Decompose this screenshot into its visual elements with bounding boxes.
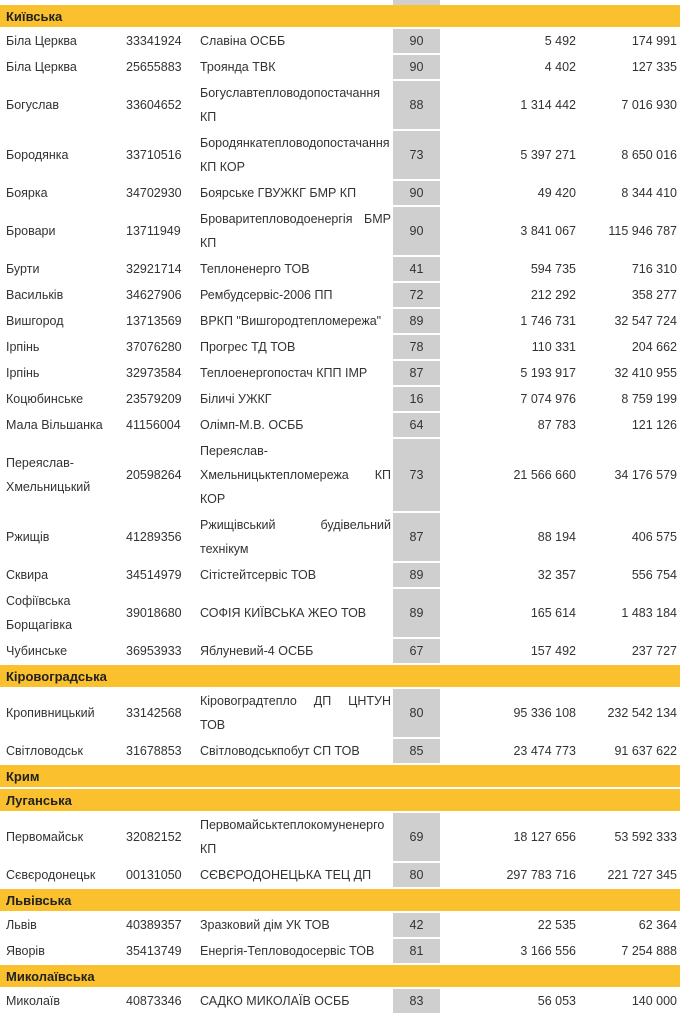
heating-companies-table <box>0 5 680 1015</box>
percent-cell: 73 <box>393 439 440 511</box>
code-cell: 41156004 <box>126 418 181 432</box>
org-name: Переяслав-Хмельницьктепломережа КП КОР <box>200 444 391 506</box>
table-row <box>0 813 680 863</box>
table-row <box>0 283 680 309</box>
org-cell <box>200 513 391 561</box>
table-row <box>0 55 680 81</box>
value1-cell: 95 336 108 <box>513 706 576 720</box>
city-cell: Чубинське <box>6 644 68 658</box>
org-cell <box>200 131 391 179</box>
code-cell: 41289356 <box>126 530 182 544</box>
percent-cell: 41 <box>393 257 440 281</box>
org-cell <box>200 387 391 411</box>
value2-cell: 115 946 787 <box>608 224 677 238</box>
value1-cell: 18 127 656 <box>513 830 576 844</box>
city-cell: Богуслав <box>6 98 59 112</box>
value1-cell: 21 566 660 <box>513 468 576 482</box>
city-cell: Боярка <box>6 186 48 200</box>
table-row <box>0 309 680 335</box>
value1-cell: 165 614 <box>530 606 576 620</box>
city-cell: Переяслав-Хмельницький <box>6 456 91 494</box>
code-cell: 39018680 <box>126 606 182 620</box>
city-cell: Ірпінь <box>6 340 40 354</box>
percent-cell: 67 <box>393 639 440 663</box>
value2-cell: 7 016 930 <box>621 98 677 112</box>
value1-cell: 594 735 <box>530 262 576 276</box>
city-cell: Кропивницький <box>6 706 95 720</box>
org-name: САДКО МИКОЛАЇВ ОСББ <box>200 994 350 1008</box>
table-row <box>0 207 680 257</box>
percent-cell: 42 <box>393 913 440 937</box>
value1-cell: 4 402 <box>544 60 576 74</box>
org-cell <box>200 55 391 79</box>
table-row <box>0 387 680 413</box>
region-header: Миколаївська <box>0 965 680 989</box>
value2-cell: 8 650 016 <box>621 148 677 162</box>
table-row <box>0 131 680 181</box>
code-cell: 13713569 <box>126 314 182 328</box>
percent-cell: 90 <box>393 207 440 255</box>
value2-cell: 358 277 <box>631 288 677 302</box>
percent-cell: 80 <box>393 863 440 887</box>
city-cell: Миколаїв <box>6 994 61 1008</box>
table-row <box>0 739 680 765</box>
value1-cell: 110 331 <box>531 340 576 354</box>
org-name: СОФІЯ КИЇВСЬКА ЖЕО ТОВ <box>200 606 367 620</box>
org-cell <box>200 863 391 887</box>
value2-cell: 237 727 <box>631 644 677 658</box>
code-cell: 33604652 <box>126 98 182 112</box>
org-cell <box>200 563 391 587</box>
value1-cell: 56 053 <box>537 994 576 1008</box>
city-cell: Сєвєродонецьк <box>6 868 96 882</box>
org-cell <box>200 335 391 359</box>
org-name: Славіна ОСББ <box>200 34 286 48</box>
city-cell: Мала Вільшанка <box>6 418 103 432</box>
value1-cell: 49 420 <box>537 186 576 200</box>
org-name: Теплоненерго ТОВ <box>200 262 310 276</box>
city-cell: Бровари <box>6 224 56 238</box>
org-cell <box>200 939 391 963</box>
org-name: Яблуневий-4 ОСББ <box>200 644 314 658</box>
value2-cell: 140 000 <box>631 994 677 1008</box>
percent-cell: 90 <box>393 55 440 79</box>
value2-cell: 716 310 <box>631 262 677 276</box>
org-cell <box>200 989 391 1013</box>
value2-cell: 127 335 <box>631 60 677 74</box>
code-cell: 32973584 <box>126 366 182 380</box>
org-name: Броваритепловодоенергія БМР КП <box>200 212 391 250</box>
org-name: Олімп-М.В. ОСББ <box>200 418 304 432</box>
value2-cell: 34 176 579 <box>614 468 677 482</box>
region-header: Львівська <box>0 889 680 913</box>
org-cell <box>200 739 391 763</box>
code-cell: 20598264 <box>126 468 182 482</box>
code-cell: 36953933 <box>126 644 182 658</box>
code-cell: 33142568 <box>126 706 182 720</box>
city-cell: Ірпінь <box>6 366 40 380</box>
org-name: Теплоенергопостач КПП ІМР <box>200 366 368 380</box>
city-cell: Біла Церква <box>6 34 77 48</box>
value2-cell: 204 662 <box>631 340 677 354</box>
org-cell <box>200 257 391 281</box>
table-row <box>0 989 680 1015</box>
org-cell <box>200 913 391 937</box>
value1-cell: 23 474 773 <box>513 744 576 758</box>
value2-cell: 53 592 333 <box>614 830 677 844</box>
value2-cell: 91 637 622 <box>614 744 677 758</box>
org-cell <box>200 283 391 307</box>
value1-cell: 88 194 <box>537 530 576 544</box>
org-name: Кіровоградтепло ДП ЦНТУН ТОВ <box>200 694 391 732</box>
value2-cell: 32 547 724 <box>614 314 677 328</box>
table-row <box>0 639 680 665</box>
org-cell <box>200 81 391 129</box>
org-name: СЄВЄРОДОНЕЦЬКА ТЕЦ ДП <box>200 868 372 882</box>
code-cell: 37076280 <box>126 340 182 354</box>
org-name: Боярське ГВУЖКГ БМР КП <box>200 186 357 200</box>
value1-cell: 157 492 <box>530 644 576 658</box>
org-cell <box>200 589 391 637</box>
percent-cell: 73 <box>393 131 440 179</box>
code-cell: 33341924 <box>126 34 182 48</box>
table-row <box>0 29 680 55</box>
code-cell: 25655883 <box>126 60 182 74</box>
region-header: Кіровоградська <box>0 665 680 689</box>
city-cell: Яворів <box>6 944 45 958</box>
percent-cell: 89 <box>393 309 440 333</box>
value1-cell: 3 166 556 <box>520 944 576 958</box>
percent-cell: 72 <box>393 283 440 307</box>
org-name: Бородянкатепловодопостачання КП КОР <box>200 136 390 174</box>
value2-cell: 8 759 199 <box>621 392 677 406</box>
org-cell <box>200 207 391 255</box>
percent-cell: 87 <box>393 361 440 385</box>
code-cell: 13711949 <box>126 224 181 238</box>
percent-cell: 78 <box>393 335 440 359</box>
value1-cell: 297 783 716 <box>506 868 576 882</box>
org-cell <box>200 29 391 53</box>
table-row <box>0 257 680 283</box>
percent-cell: 83 <box>393 989 440 1013</box>
org-name: Троянда ТВК <box>200 60 276 74</box>
org-name: Біличі УЖКГ <box>200 392 272 406</box>
org-cell <box>200 361 391 385</box>
value2-cell: 8 344 410 <box>621 186 677 200</box>
city-cell: Бурти <box>6 262 40 276</box>
city-cell: Біла Церква <box>6 60 77 74</box>
value2-cell: 62 364 <box>638 918 677 932</box>
org-name: Ржищівський будівельний технікум <box>200 518 391 556</box>
value1-cell: 212 292 <box>530 288 576 302</box>
table-row <box>0 589 680 639</box>
city-cell: Світловодськ <box>6 744 83 758</box>
code-cell: 32921714 <box>126 262 182 276</box>
percent-cell: 64 <box>393 413 440 437</box>
org-name: Прогрес ТД ТОВ <box>200 340 296 354</box>
code-cell: 35413749 <box>126 944 182 958</box>
org-cell <box>200 639 391 663</box>
value1-cell: 32 357 <box>537 568 576 582</box>
table-row <box>0 335 680 361</box>
table-row <box>0 863 680 889</box>
table-row <box>0 513 680 563</box>
percent-cell: 85 <box>393 739 440 763</box>
table-row <box>0 413 680 439</box>
value1-cell: 5 193 917 <box>520 366 576 380</box>
city-cell: Бородянка <box>6 148 69 162</box>
value2-cell: 556 754 <box>631 568 677 582</box>
code-cell: 34627906 <box>126 288 182 302</box>
org-name: Сітістейтсервіс ТОВ <box>200 568 317 582</box>
value1-cell: 22 535 <box>537 918 576 932</box>
value1-cell: 5 492 <box>544 34 576 48</box>
city-cell: Сквира <box>6 568 49 582</box>
city-cell: Первомайськ <box>6 830 84 844</box>
percent-cell: 88 <box>393 81 440 129</box>
table-row <box>0 563 680 589</box>
value2-cell: 232 542 134 <box>607 706 677 720</box>
org-cell <box>200 689 391 737</box>
value2-cell: 121 126 <box>631 418 677 432</box>
value1-cell: 5 397 271 <box>520 148 576 162</box>
org-name: Рембудсервіс-2006 ПП <box>200 288 333 302</box>
city-cell: Ржищів <box>6 530 50 544</box>
org-name: Богуславтепловодопостачання КП <box>200 86 381 124</box>
org-name: Первомайськтеплокомуненерго КП <box>200 818 385 856</box>
org-cell <box>200 181 391 205</box>
table-row <box>0 913 680 939</box>
value1-cell: 1 746 731 <box>520 314 576 328</box>
value2-cell: 174 991 <box>631 34 677 48</box>
table-row <box>0 939 680 965</box>
region-header: Київська <box>0 5 680 29</box>
org-cell <box>200 413 391 437</box>
city-cell: Коцюбинське <box>6 392 84 406</box>
org-name: ВРКП "Вишгородтепломережа" <box>200 314 382 328</box>
city-cell: Вишгород <box>6 314 64 328</box>
percent-cell: 16 <box>393 387 440 411</box>
value1-cell: 3 841 067 <box>520 224 576 238</box>
percent-cell: 69 <box>393 813 440 861</box>
org-cell <box>200 309 391 333</box>
percent-cell: 87 <box>393 513 440 561</box>
city-cell: Софіївська Борщагівка <box>6 594 73 632</box>
code-cell: 40873346 <box>126 994 182 1008</box>
table-row <box>0 361 680 387</box>
value2-cell: 32 410 955 <box>614 366 677 380</box>
percent-cell: 89 <box>393 589 440 637</box>
city-cell: Васильків <box>6 288 64 302</box>
org-cell <box>200 439 391 511</box>
value1-cell: 7 074 976 <box>520 392 576 406</box>
code-cell: 40389357 <box>126 918 182 932</box>
org-name: Енергія-Тепловодосервіс ТОВ <box>200 944 375 958</box>
table-row <box>0 689 680 739</box>
value2-cell: 7 254 888 <box>621 944 677 958</box>
table-row <box>0 181 680 207</box>
org-name: Зразковий дім УК ТОВ <box>200 918 330 932</box>
org-name: Світловодськпобут СП ТОВ <box>200 744 360 758</box>
percent-cell: 80 <box>393 689 440 737</box>
table-row <box>0 439 680 513</box>
org-cell <box>200 813 391 861</box>
percent-cell: 81 <box>393 939 440 963</box>
code-cell: 33710516 <box>126 148 182 162</box>
code-cell: 31678853 <box>126 744 182 758</box>
value2-cell: 1 483 184 <box>621 606 677 620</box>
region-header: Луганська <box>0 789 680 813</box>
table-row <box>0 81 680 131</box>
value2-cell: 221 727 345 <box>607 868 677 882</box>
code-cell: 34702930 <box>126 186 182 200</box>
city-cell: Львів <box>6 918 37 932</box>
percent-cell: 90 <box>393 29 440 53</box>
region-header: Крим <box>0 765 680 789</box>
code-cell: 32082152 <box>126 830 182 844</box>
percent-cell: 89 <box>393 563 440 587</box>
code-cell: 23579209 <box>126 392 182 406</box>
value1-cell: 1 314 442 <box>520 98 576 112</box>
code-cell: 34514979 <box>126 568 182 582</box>
percent-cell: 90 <box>393 181 440 205</box>
value2-cell: 406 575 <box>631 530 677 544</box>
value1-cell: 87 783 <box>537 418 576 432</box>
code-cell: 00131050 <box>126 868 182 882</box>
